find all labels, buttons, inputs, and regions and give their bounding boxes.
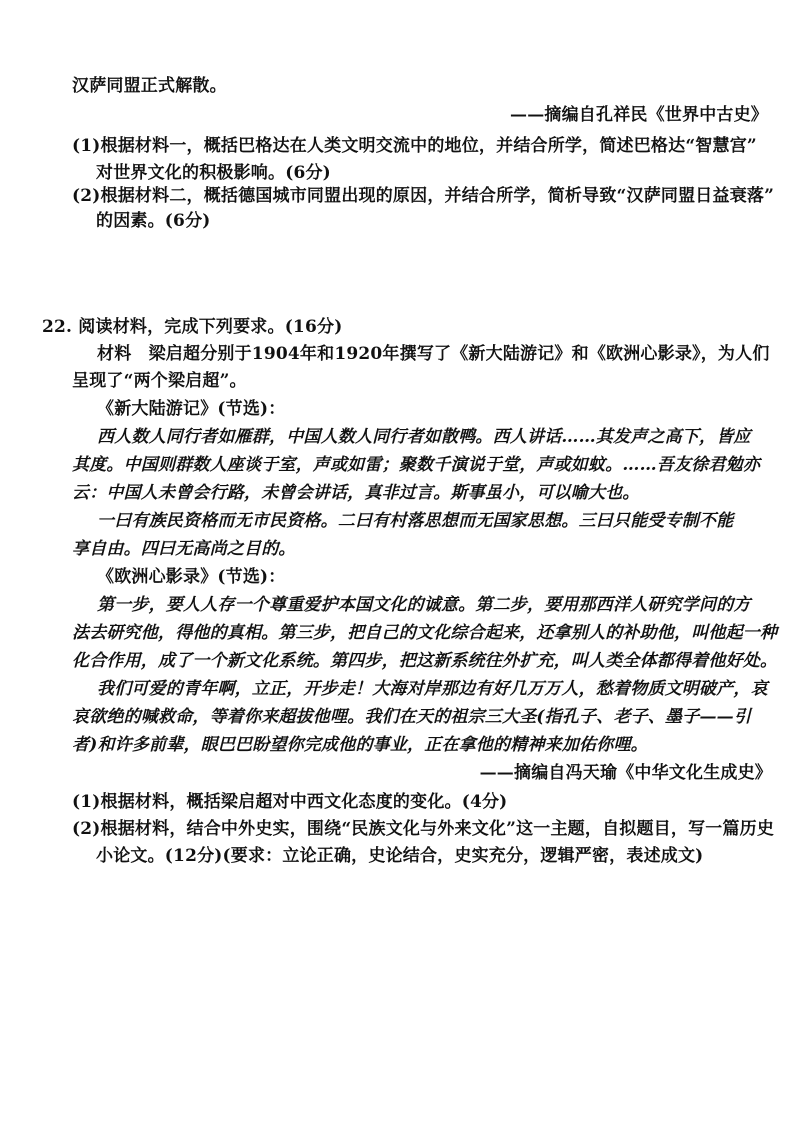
question-22-2-line2: 小论文。(12分)(要求：立论正确，史论结合，史实充分，逻辑严密，表述成文) xyxy=(96,846,704,866)
book1-excerpt-line: 享自由。四曰无高尚之目的。 xyxy=(72,539,296,559)
continuation-text: 汉萨同盟正式解散。 xyxy=(72,76,227,96)
book1-excerpt-line: 云：中国人未曾会行路，未曾会讲话，真非过言。斯事虽小，可以喻大也。 xyxy=(72,483,640,503)
book2-excerpt-line: 第一步，要人人存一个尊重爱护本国文化的诚意。第二步，要用那西洋人研究学问的方 xyxy=(97,595,751,615)
source-citation: ——摘编自孔祥民《世界中古史》 xyxy=(510,105,768,125)
question-22-heading: 22. 阅读材料，完成下列要求。(16分) xyxy=(42,317,343,337)
question-21-1-line2: 对世界文化的积极影响。(6分) xyxy=(96,163,331,183)
book1-excerpt-line: 西人数人同行者如雁群，中国人数人同行者如散鸭。西人讲话……其发声之高下，皆应 xyxy=(97,427,751,447)
book2-excerpt-line: 者)和许多前辈，眼巴巴盼望你完成他的事业，正在拿他的精神来加佑你哩。 xyxy=(72,735,648,755)
book2-excerpt-line: 哀欲绝的喊救命，等着你来超拔他哩。我们在天的祖宗三大圣(指孔子、老子、墨子——引 xyxy=(72,707,752,727)
book1-excerpt-line: 其度。中国则群数人座谈于室，声或如雷；聚数千演说于堂，声或如蚊。……吾友徐君勉亦 xyxy=(72,455,760,475)
book2-excerpt-line: 法去研究他，得他的真相。第三步，把自己的文化综合起来，还拿别人的补助他，叫他起一种 xyxy=(72,623,778,643)
book1-excerpt-line: 一曰有族民资格而无市民资格。二曰有村落思想而无国家思想。三曰只能受专制不能 xyxy=(97,511,734,531)
question-22-1: (1)根据材料，概括梁启超对中西文化态度的变化。(4分) xyxy=(72,792,508,812)
source-citation: ——摘编自冯天瑜《中华文化生成史》 xyxy=(479,763,772,783)
book2-excerpt-line: 我们可爱的青年啊，立正，开步走！大海对岸那边有好几万万人，愁着物质文明破产，哀 xyxy=(97,679,768,699)
book1-title: 《新大陆游记》(节选)： xyxy=(97,399,286,419)
question-22-2-line1: (2)根据材料，结合中外史实，围绕“民族文化与外来文化”这一主题，自拟题目，写一篇历史 xyxy=(72,819,775,839)
material-intro-line2: 呈现了“两个梁启超”。 xyxy=(72,371,247,391)
question-21-2-line1: (2)根据材料二，概括德国城市同盟出现的原因，并结合所学，简析导致“汉萨同盟日益衰落” xyxy=(72,186,775,206)
question-21-2-line2: 的因素。(6分) xyxy=(96,211,211,231)
book2-excerpt-line: 化合作用，成了一个新文化系统。第四步，把这新系统往外扩充，叫人类全体都得着他好处。 xyxy=(72,651,778,671)
material-intro-line1: 材料 梁启超分别于1904年和1920年撰写了《新大陆游记》和《欧洲心影录》，为人们 xyxy=(97,344,770,364)
question-21-1-line1: (1)根据材料一，概括巴格达在人类文明交流中的地位，并结合所学，简述巴格达“智慧宫” xyxy=(72,136,757,156)
book2-title: 《欧洲心影录》(节选)： xyxy=(97,567,286,587)
